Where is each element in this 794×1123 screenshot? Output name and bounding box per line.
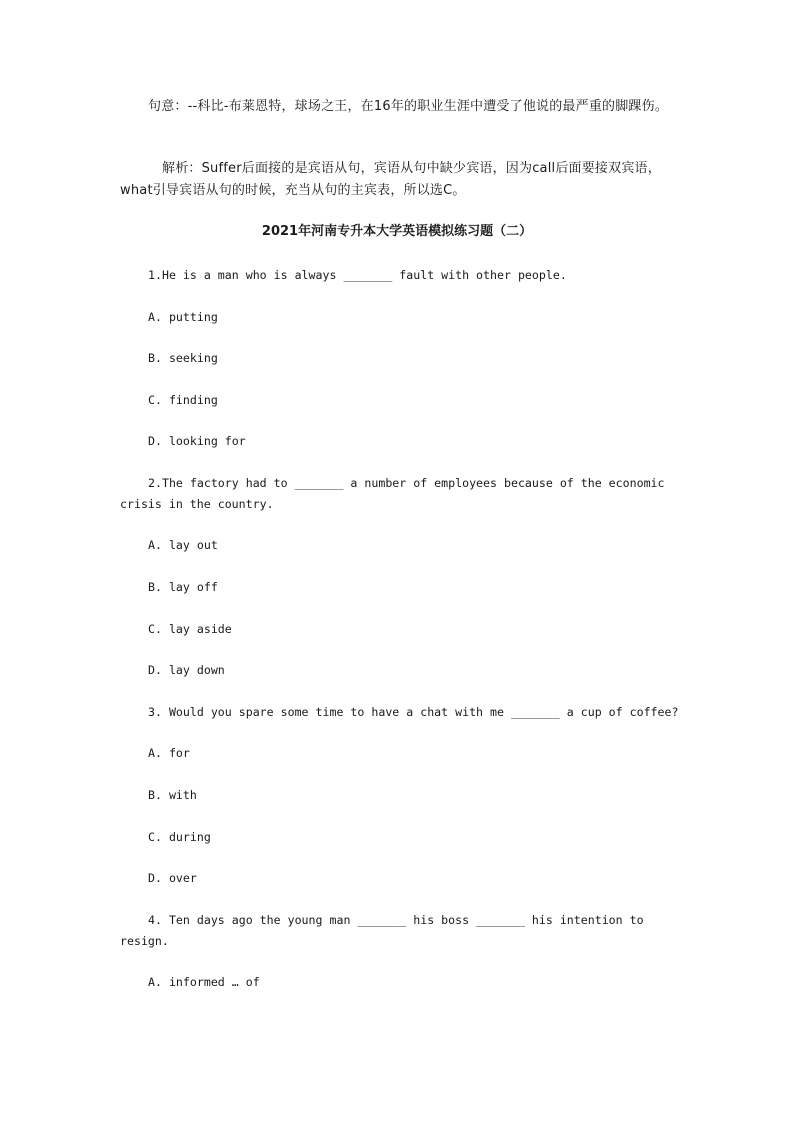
translation-paragraph: 句意：--科比-布莱恩特，球场之王，在16年的职业生涯中遭受了他说的最严重的脚踝伤。 <box>148 99 669 114</box>
question-1-option-d: D. looking for <box>148 434 246 448</box>
question-1-option-b: B. seeking <box>148 351 218 365</box>
question-4-option-a: A. informed … of <box>148 975 260 989</box>
question-4-stem: 4. Ten days ago the young man _______ his boss _______ his intention to <box>148 913 644 927</box>
question-1-option-c: C. finding <box>148 393 218 407</box>
analysis-paragraph: 解析：Suffer后面接的是宾语从句，宾语从句中缺少宾语，因为call后面要接双宾语，what引导宾语从句的时候，充当从句的主宾表，所以选C。 <box>120 161 661 198</box>
question-3-option-a: A. for <box>148 746 190 760</box>
question-3-option-b: B. with <box>148 788 197 802</box>
question-2-option-c: C. lay aside <box>148 622 232 636</box>
question-2-option-a: A. lay out <box>148 538 218 552</box>
question-1-stem: 1.He is a man who is always _______ fault with other people. <box>148 268 567 282</box>
question-2-option-b: B. lay off <box>148 580 218 594</box>
question-2-stem-continued: crisis in the country. <box>120 497 274 511</box>
question-2-option-d: D. lay down <box>148 663 225 677</box>
question-3-option-c: C. during <box>148 830 211 844</box>
question-1-option-a: A. putting <box>148 310 218 324</box>
question-2-stem: 2.The factory had to _______ a number of employees because of the economic <box>148 476 665 490</box>
question-4-stem-continued: resign. <box>120 934 169 948</box>
question-3-stem: 3. Would you spare some time to have a chat with me _______ a cup of coffee? <box>148 705 679 719</box>
question-3-option-d: D. over <box>148 871 197 885</box>
section-title: 2021年河南专升本大学英语模拟练习题（二） <box>261 224 533 239</box>
